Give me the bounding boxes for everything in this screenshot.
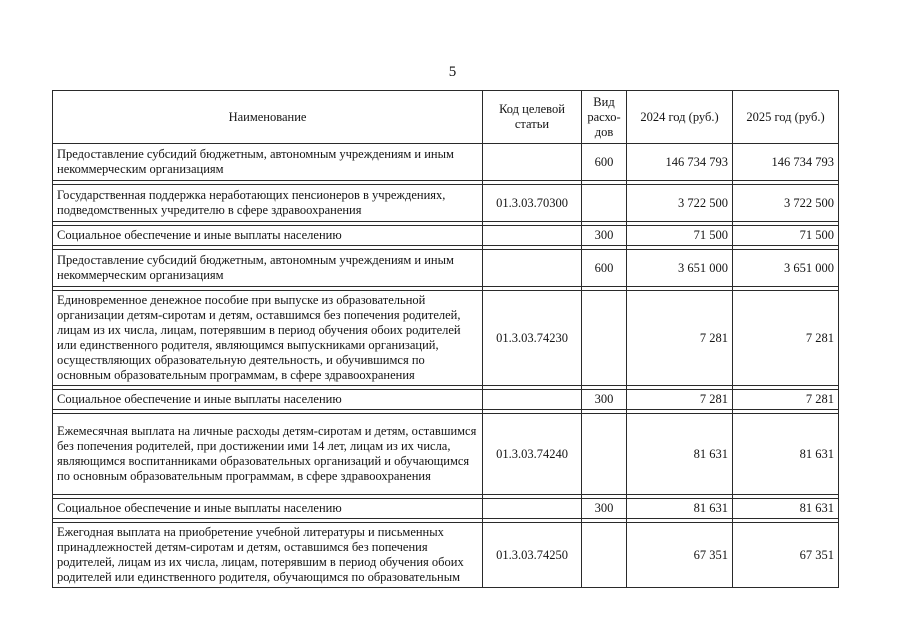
cell-code [483, 499, 582, 519]
header-2024: 2024 год (руб.) [627, 91, 733, 144]
table-row [53, 226, 839, 246]
page-number: 5 [448, 64, 457, 80]
table-row [53, 523, 839, 588]
header-code: Код целевой статьи [483, 91, 582, 144]
header-type: Вид расхо-дов [582, 91, 627, 144]
cell-name: Государственная поддержка неработающих пенсионеров в учреждениях, подведомственных учредителю в сфере здравоохранения [53, 185, 483, 222]
cell-2024: 81 631 [627, 414, 733, 495]
table-row [53, 390, 839, 410]
cell-name: Ежегодная выплата на приобретение учебной литературы и письменных принадлежностей детям-сиротам и детям, оставшимся без попечения родителей, лицам из их числа, лицам, потерявшим в период обучения обоих родителей или единственного родителя, обучающимся по образовательным [53, 523, 483, 588]
cell-code: 01.3.03.70300 [483, 185, 582, 222]
cell-2024: 3 651 000 [627, 250, 733, 287]
cell-2025: 146 734 793 [733, 144, 839, 181]
header-2025: 2025 год (руб.) [733, 91, 839, 144]
cell-name: Социальное обеспечение и иные выплаты населению [53, 390, 483, 410]
table-row [53, 499, 839, 519]
cell-2024: 81 631 [627, 499, 733, 519]
cell-type: 600 [582, 144, 627, 181]
cell-type: 300 [582, 390, 627, 410]
cell-code [483, 250, 582, 287]
cell-name: Предоставление субсидий бюджетным, автономным учреждениям и иным некоммерческим организациям [53, 250, 483, 287]
cell-2025: 71 500 [733, 226, 839, 246]
cell-2025: 3 651 000 [733, 250, 839, 287]
cell-type [582, 185, 627, 222]
table-row [53, 291, 839, 386]
cell-2024: 3 722 500 [627, 185, 733, 222]
cell-code: 01.3.03.74240 [483, 414, 582, 495]
table-row [53, 185, 839, 222]
cell-2024: 146 734 793 [627, 144, 733, 181]
cell-code: 01.3.03.74230 [483, 291, 582, 386]
cell-code [483, 226, 582, 246]
cell-code [483, 144, 582, 181]
cell-name: Ежемесячная выплата на личные расходы детям-сиротам и детям, оставшимся без попечения родителей, при достижении ими 14 лет, лицам из их числа, являющимся воспитанниками образовательных организаций и обучающимся по основным образовательным программам, в сфере здравоохранения [53, 414, 483, 495]
cell-2024: 67 351 [627, 523, 733, 588]
cell-type [582, 291, 627, 386]
table-row [53, 144, 839, 181]
cell-2025: 81 631 [733, 414, 839, 495]
cell-type [582, 523, 627, 588]
cell-2025: 81 631 [733, 499, 839, 519]
cell-type: 300 [582, 226, 627, 246]
header-name: Наименование [53, 91, 483, 144]
cell-name: Единовременное денежное пособие при выпуске из образовательной организации детям-сиротам и детям, оставшимся без попечения родителей, лицам из их числа, лицам, потерявшим в период обучения обоих родителей или единственного родителя, являющимся выпускниками организаций, осуществляющих образовательную деятельность, и обучившимся по основным образовательным программам, в сфере здравоохранения [53, 291, 483, 386]
cell-code [483, 390, 582, 410]
cell-2024: 7 281 [627, 291, 733, 386]
table-row [53, 414, 839, 495]
table-row [53, 250, 839, 287]
cell-2024: 7 281 [627, 390, 733, 410]
table-header-row [53, 91, 839, 144]
cell-type: 300 [582, 499, 627, 519]
cell-name: Социальное обеспечение и иные выплаты населению [53, 226, 483, 246]
cell-name: Социальное обеспечение и иные выплаты населению [53, 499, 483, 519]
cell-type [582, 414, 627, 495]
cell-2025: 3 722 500 [733, 185, 839, 222]
cell-2025: 7 281 [733, 390, 839, 410]
cell-2025: 67 351 [733, 523, 839, 588]
cell-2025: 7 281 [733, 291, 839, 386]
cell-2024: 71 500 [627, 226, 733, 246]
cell-name: Предоставление субсидий бюджетным, автономным учреждениям и иным некоммерческим организациям [53, 144, 483, 181]
table-body [53, 144, 839, 588]
budget-table [52, 90, 839, 588]
cell-code: 01.3.03.74250 [483, 523, 582, 588]
cell-type: 600 [582, 250, 627, 287]
